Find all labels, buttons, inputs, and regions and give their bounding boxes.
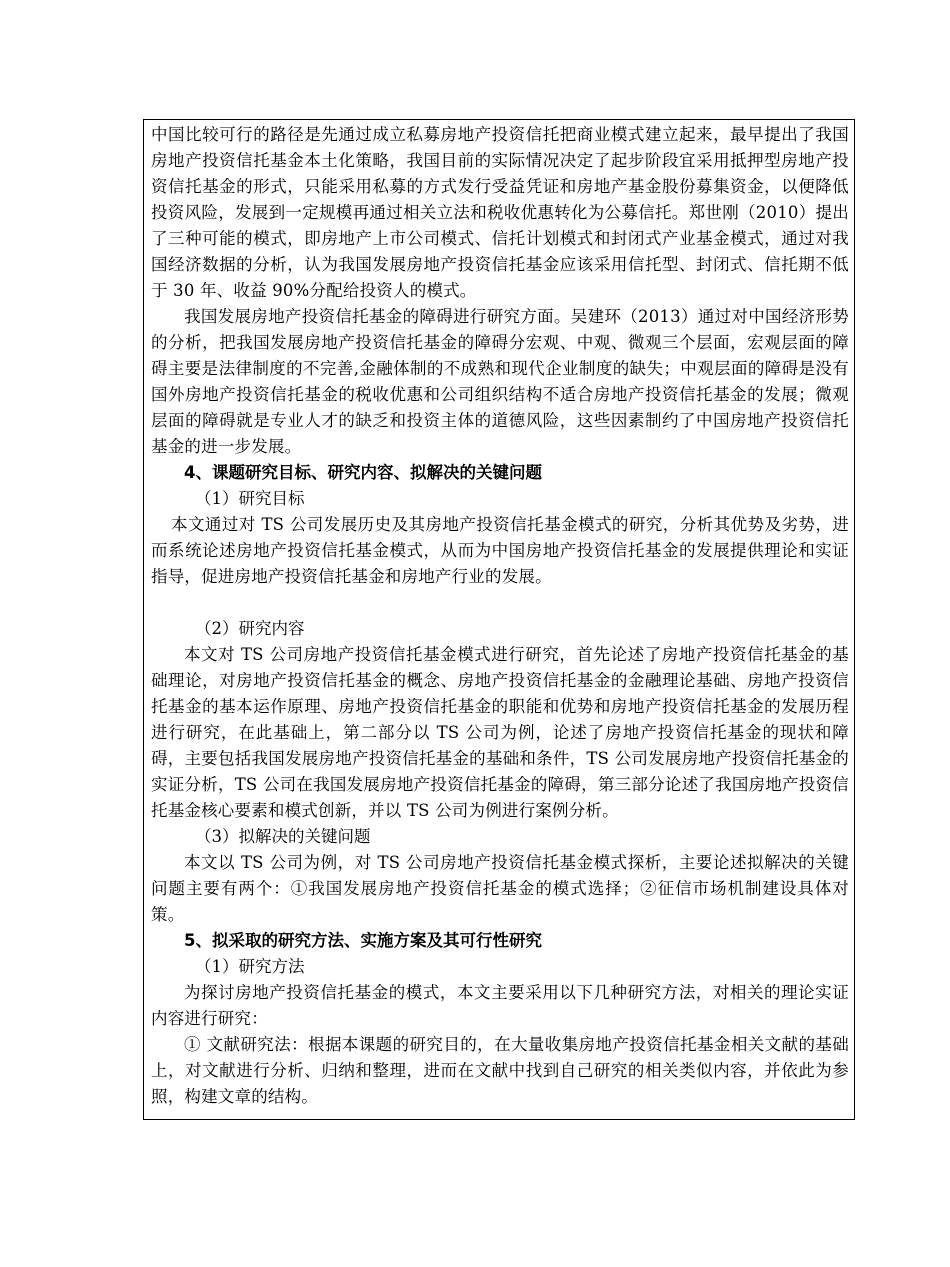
subheading-key-problems: （3）拟解决的关键问题 bbox=[195, 827, 371, 846]
section-heading-5: 5、拟采取的研究方法、实施方案及其可行性研究 bbox=[184, 931, 542, 950]
cell-content bbox=[151, 122, 849, 1110]
paragraph-research-goal: 本文通过对 TS 公司发展历史及其房地产投资信托基金模式的研究，分析其优势及劣势，进而系统论述房地产投资信托基金模式，从而为中国房地产投资信托基金的发展提供理论和实证指导，促进房地产投资信托基金和房地产行业的发展。 bbox=[151, 515, 849, 586]
blank-line bbox=[151, 590, 849, 616]
section-heading-4: 4、课题研究目标、研究内容、拟解决的关键问题 bbox=[184, 463, 542, 482]
paragraph-obstacles: 我国发展房地产投资信托基金的障碍进行研究方面。吴建环（2013）通过对中国经济形势的分析，把我国发展房地产投资信托基金的障碍分宏观、中观、微观三个层面，宏观层面的障碍主要是法律制度的不完善,金融体制的不成熟和现代企业制度的缺失；中观层面的障碍是没有国外房地产投资信托基金的税收优惠和公司组织结构不适合房地产投资信托基金的发展；微观层面的障碍就是专业人才的缺乏和投资主体的道德风险，这些因素制约了中国房地产投资信托基金的进一步发展。 bbox=[151, 307, 849, 456]
table-cell-frame bbox=[143, 119, 855, 1120]
paragraph-literature-path: 中国比较可行的路径是先通过成立私募房地产投资信托把商业模式建立起来，最早提出了我国房地产投资信托基金本土化策略，我国目前的实际情况决定了起步阶段宜采用抵押型房地产投资信托基金的形式，只能采用私募的方式发行受益凭证和房地产基金股份募集资金，以便降低投资风险，发展到一定规模再通过相关立法和税收优惠转化为公募信托。郑世刚（2010）提出了三种可能的模式，即房地产上市公司模式、信托计划模式和封闭式产业基金模式，通过对我国经济数据的分析，认为我国发展房地产投资信托基金应该采用信托型、封闭式、信托期不低于 30 年、收益 90%分配给投资人的模式。 bbox=[151, 125, 849, 300]
subheading-research-methods: （1）研究方法 bbox=[195, 957, 305, 976]
paragraph-literature-method: ① 文献研究法：根据本课题的研究目的，在大量收集房地产投资信托基金相关文献的基础上，对文献进行分析、归纳和整理，进而在文献中找到自己研究的相关类似内容，并依此为参照，构建文章的结构。 bbox=[151, 1035, 849, 1106]
subheading-research-goal: （1）研究目标 bbox=[195, 489, 305, 508]
paragraph-research-content: 本文对 TS 公司房地产投资信托基金模式进行研究，首先论述了房地产投资信托基金的基础理论，对房地产投资信托基金的概念、房地产投资信托基金的金融理论基础、房地产投资信托基金的基本运作原理、房地产投资信托基金的职能和优势和房地产投资信托基金的发展历程进行研究，在此基础上，第二部分以 TS 公司为例，论述了房地产投资信托基金的现状和障碍，主要包括我国发展房地产投资信托基金的基础和条件，TS 公司发展房地产投资信托基金的实证分析，TS 公司在我国发展房地产投资信托基金的障碍，第三部分论述了我国房地产投资信托基金核心要素和模式创新，并以 TS 公司为例进行案例分析。 bbox=[151, 645, 849, 820]
paragraph-key-problems: 本文以 TS 公司为例，对 TS 公司房地产投资信托基金模式探析，主要论述拟解决的关键问题主要有两个：①我国发展房地产投资信托基金的模式选择；②征信市场机制建设具体对策。 bbox=[151, 853, 849, 924]
subheading-research-content: （2）研究内容 bbox=[195, 619, 305, 638]
paragraph-research-methods: 为探讨房地产投资信托基金的模式，本文主要采用以下几种研究方法，对相关的理论实证内容进行研究： bbox=[151, 983, 849, 1028]
